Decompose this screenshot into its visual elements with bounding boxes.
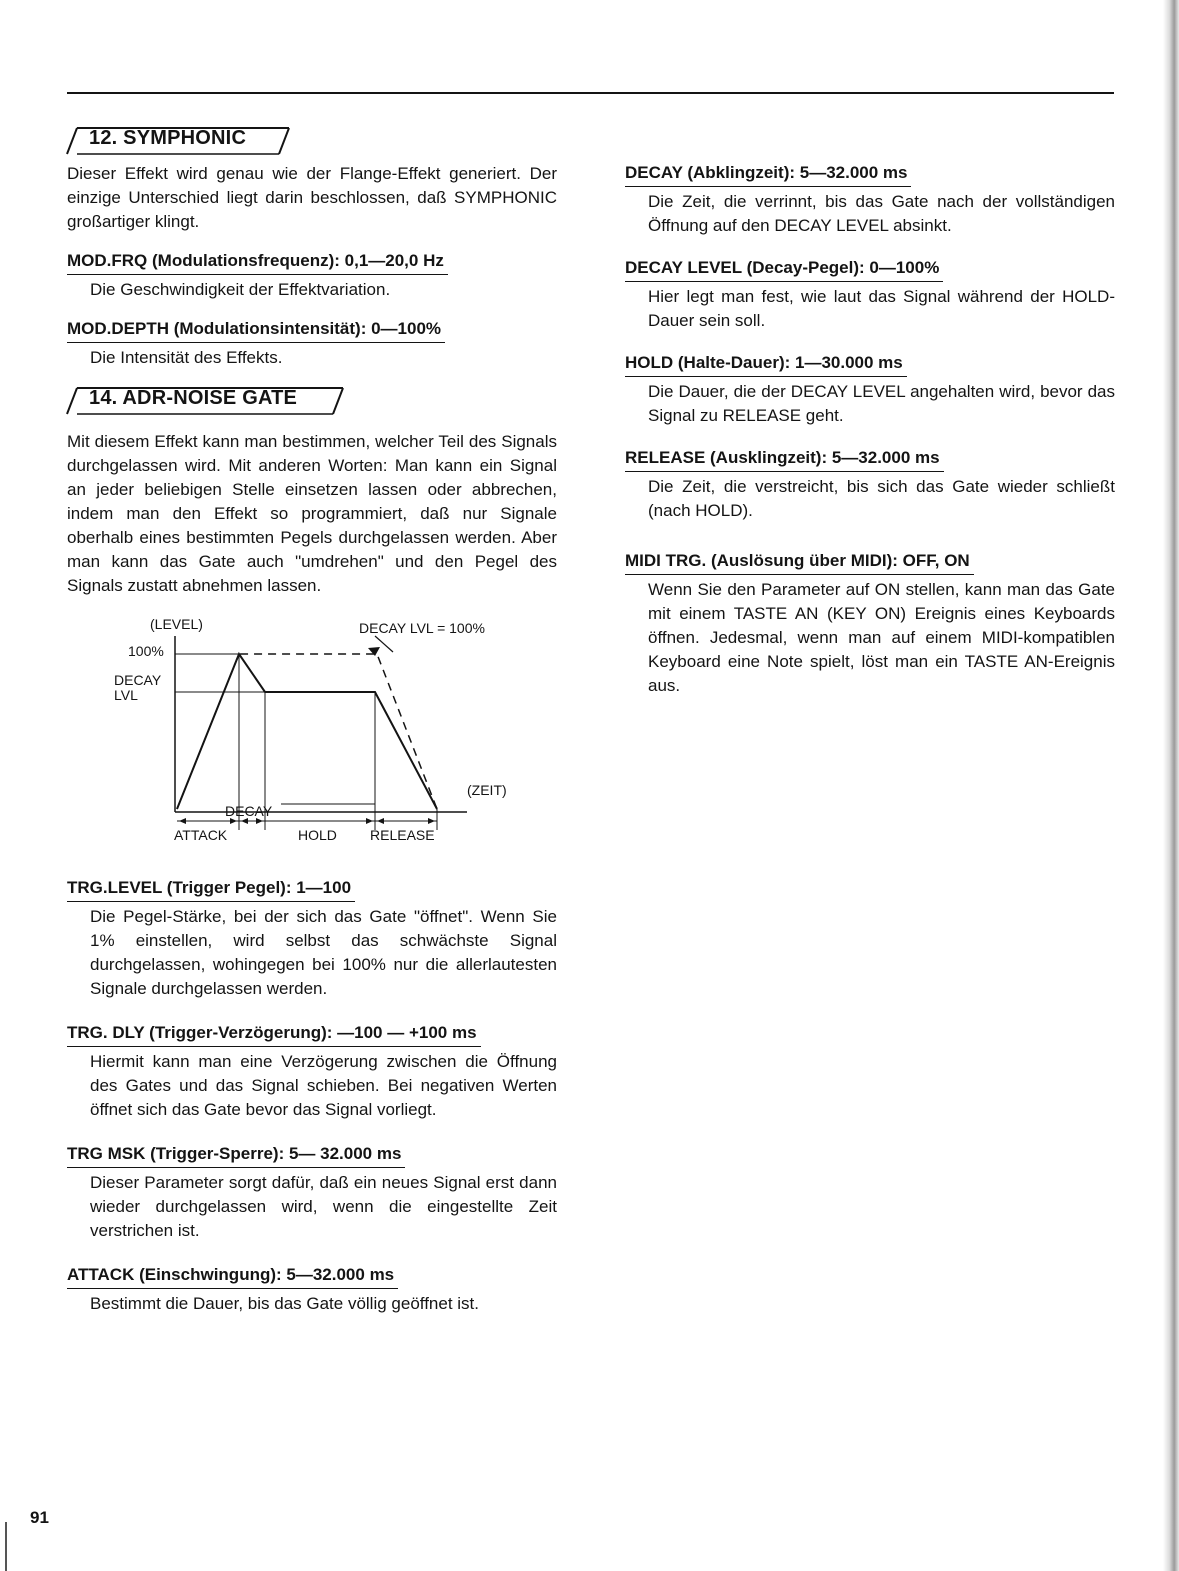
param-heading: DECAY LEVEL (Decay-Pegel): 0—100% [625,256,943,282]
param-mod-depth [67,317,557,370]
param-decay [625,161,1115,238]
scan-margin-mark [5,1522,7,1571]
param-attack [67,1263,557,1316]
y-tick-100: 100% [128,643,164,659]
scan-edge-shadow [1163,0,1179,1571]
segment-arrowheads [179,647,435,824]
param-mod-frq [67,249,557,302]
param-hold [625,351,1115,428]
segment-label-attack: ATTACK [174,827,228,843]
param-trg-level [67,876,557,1001]
param-description: Die Zeit, die verrinnt, bis das Gate nach der vollständigen Öffnung auf den DECAY LEVEL absinkt. [648,192,1115,235]
segment-label-release: RELEASE [370,827,435,843]
page-number: 91 [30,1508,49,1527]
y-axis-label: (LEVEL) [150,616,203,632]
segment-label-hold: HOLD [298,827,337,843]
param-heading: DECAY (Abklingzeit): 5—32.000 ms [625,161,911,187]
param-heading: ATTACK (Einschwingung): 5—32.000 ms [67,1263,398,1289]
header-rule [67,92,1114,94]
symphonic-intro: Dieser Effekt wird genau wie der Flange-Effekt generiert. Der einzige Unterschied liegt darin beschlossen, daß SYMPHONIC großartiger klingt. [67,164,557,231]
section-title-symphonic [67,124,557,156]
param-description: Die Pegel-Stärke, bei der sich das Gate "öffnet". Wenn Sie 1% einstellen, wird selbst das schwächste Signal durchgelassen, wohingegen bei 100% nur die allerlautesten Signale durchgelassen werden. [90,907,557,998]
param-heading: HOLD (Halte-Dauer): 1—30.000 ms [625,351,907,377]
param-description: Dieser Parameter sorgt dafür, daß ein neues Signal erst dann wieder durchgelassen wird, wenn die eingestellte Zeit verstrichen ist. [90,1173,557,1240]
param-description: Die Dauer, die der DECAY LEVEL angehalten wird, bevor das Signal zu RELEASE geht. [648,382,1115,425]
envelope-graph [67,616,547,854]
noise-gate-intro: Mit diesem Effekt kann man bestimmen, welcher Teil des Signals durchgelassen wird. Mit anderen Worten: Man kann ein Signal an jeder beliebigen Stelle einsetzen lassen oder abbrechen, indem man den Effekt so programmiert, daß nur Signale oberhalb eines bestimmten Pegels durchgelassen werden. Aber man kann das Gate auch "umdrehen" und den Pegel des Signals zustatt abnehmen lassen. [67,432,557,595]
graph-axes [175,636,467,812]
param-heading: TRG. DLY (Trigger-Verzögerung): —100 — +100 ms [67,1021,481,1047]
param-heading: MOD.FRQ (Modulationsfrequenz): 0,1—20,0 Hz [67,249,448,275]
param-description: Wenn Sie den Parameter auf ON stellen, kann man das Gate mit einem TASTE AN (KEY ON) Ereignis eines Keyboards öffnen. Jedesmal, wenn man auf einem MIDI-kompatiblen Keyboard eine Note spielt, löst man ein TASTE AN-Ereignis aus. [648,580,1115,695]
decay-level-note: DECAY LVL = 100% [359,620,485,636]
param-trg-dly [67,1021,557,1122]
param-trg-msk [67,1142,557,1243]
param-release [625,446,1115,523]
section-title-text: 12. SYMPHONIC [89,127,247,149]
param-midi-trg [625,549,1115,698]
section-title-text: 14. ADR-NOISE GATE [89,387,298,409]
segment-guides [177,636,437,830]
x-axis-label: (ZEIT) [467,782,507,798]
gate-envelope-diagram [67,616,547,854]
param-decay-level [625,256,1115,333]
param-description: Hiermit kann man eine Verzögerung zwischen die Öffnung des Gates und das Signal schieben. Bei negativen Werten öffnet sich das Gate bevor das Signal vorliegt. [90,1052,557,1119]
param-description: Die Intensität des Effekts. [90,348,283,367]
param-heading: RELEASE (Ausklingzeit): 5—32.000 ms [625,446,944,472]
param-description: Bestimmt die Dauer, bis das Gate völlig geöffnet ist. [90,1294,479,1313]
y-tick-decay: DECAY [114,672,162,688]
envelope-curve [177,654,437,809]
param-description: Die Zeit, die verstreicht, bis sich das Gate wieder schließt (nach HOLD). [648,477,1115,520]
segment-label-decay: DECAY [225,803,273,819]
param-description: Hier legt man fest, wie laut das Signal während der HOLD-Dauer sein soll. [648,287,1115,330]
right-column [625,161,1115,716]
param-heading: MOD.DEPTH (Modulationsintensität): 0—100% [67,317,445,343]
param-heading: TRG.LEVEL (Trigger Pegel): 1—100 [67,876,355,902]
left-column [67,124,557,1316]
param-heading: TRG MSK (Trigger-Sperre): 5— 32.000 ms [67,1142,405,1168]
y-tick-lvl: LVL [114,687,138,703]
section-title-noise-gate [67,384,557,416]
param-heading: MIDI TRG. (Auslösung über MIDI): OFF, ON [625,549,974,575]
param-description: Die Geschwindigkeit der Effektvariation. [90,280,391,299]
